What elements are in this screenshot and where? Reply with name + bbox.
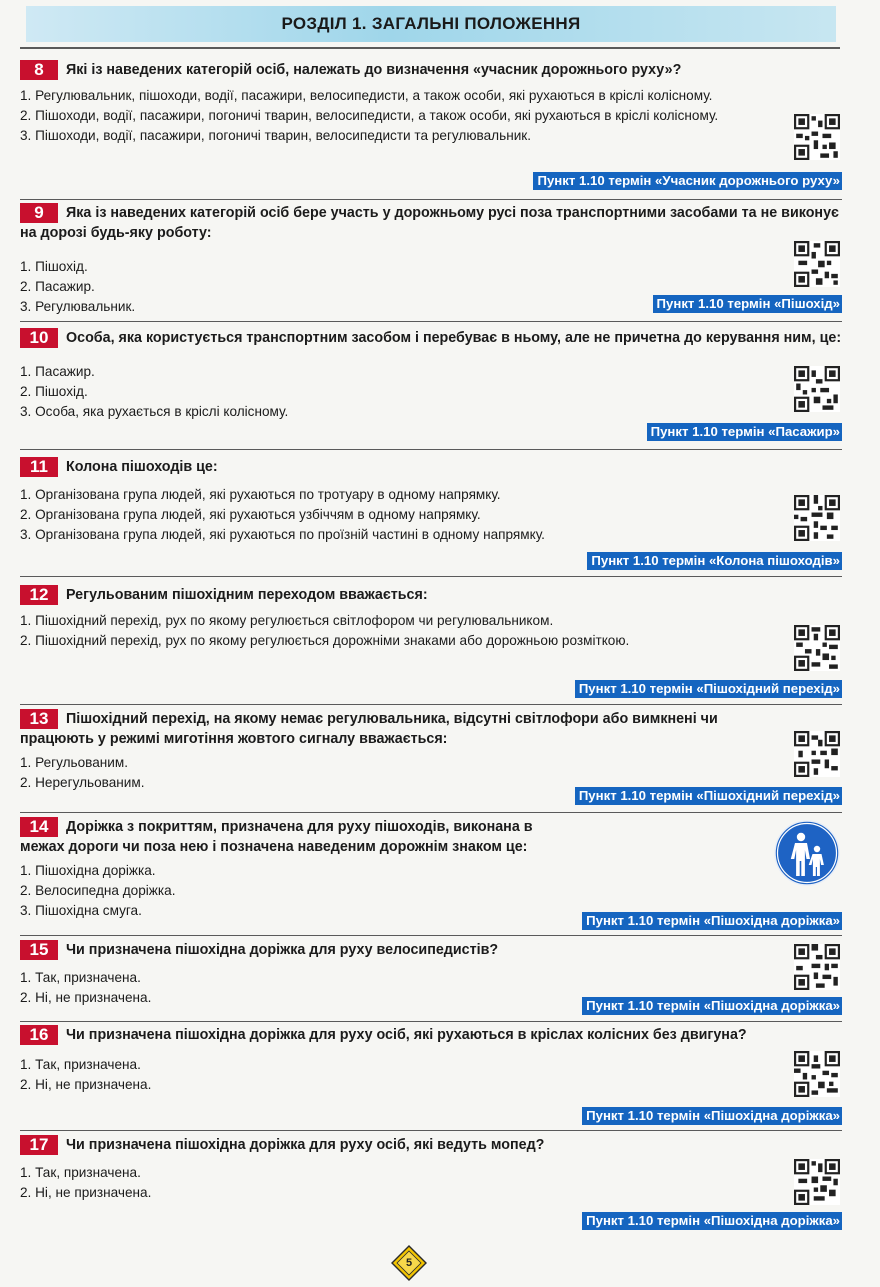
answer-option[interactable]: 3. Організована група людей, які рухаються по проїзній частині в одному напрямку. (20, 527, 545, 542)
question-heading (20, 817, 580, 857)
qr-code-icon[interactable] (794, 114, 840, 160)
question-text: Яка із наведених категорій осіб бере участь у дорожньому русі поза транспортними засобами та не виконує на дорозі будь-яку роботу: (20, 205, 839, 241)
question-divider (20, 576, 842, 578)
question-heading (20, 60, 842, 80)
answer-list (20, 362, 842, 422)
question-heading (20, 585, 842, 605)
rule-reference-label: Пункт 1.10 термін «Учасник дорожнього руху» (533, 172, 842, 190)
rule-reference-label: Пункт 1.10 термін «Пішохідна доріжка» (582, 912, 842, 930)
header-divider (20, 47, 840, 49)
question-divider (20, 1130, 842, 1132)
question-divider (20, 1021, 842, 1023)
question-text: Пішохідний перехід, на якому немає регулювальника, відсутні світлофори або вимкнені чи працюють у режимі миготіння жовтого сигналу вважається: (20, 711, 718, 747)
section-title: РОЗДІЛ 1. ЗАГАЛЬНІ ПОЛОЖЕННЯ (281, 14, 581, 33)
answer-option[interactable]: 3. Пішоходи, водії, пасажири, погоничі тварин, велосипедисти та регулювальник. (20, 128, 532, 143)
answer-option[interactable]: 3. Особа, яка рухається в кріслі колісному. (20, 404, 289, 419)
answer-list (20, 86, 780, 146)
question-number-badge: 9 (20, 203, 58, 223)
question-block-10 (20, 328, 842, 444)
question-block-12 (20, 585, 842, 699)
answer-option[interactable]: 2. Організована група людей, які рухаються узбіччям в одному напрямку. (20, 507, 481, 522)
rule-reference-label: Пункт 1.10 термін «Пішохідна доріжка» (582, 1107, 842, 1125)
question-text: Колона пішоходів це: (66, 459, 218, 475)
question-block-8 (20, 60, 842, 194)
question-heading (20, 940, 842, 960)
question-heading (20, 328, 842, 348)
answer-option[interactable]: 1. Пішохід. (20, 259, 88, 274)
answer-list (20, 1163, 842, 1203)
question-text: Чи призначена пішохідна доріжка для руху осіб, які ведуть мопед? (66, 1137, 545, 1153)
qr-code-icon[interactable] (794, 1051, 840, 1097)
question-heading (20, 709, 780, 749)
question-block-16 (20, 1025, 842, 1125)
answer-option[interactable]: 2. Пасажир. (20, 279, 95, 294)
question-heading (20, 457, 842, 477)
rule-reference-label: Пункт 1.10 термін «Пасажир» (647, 423, 842, 441)
question-number-badge: 16 (20, 1025, 58, 1045)
question-divider (20, 812, 842, 814)
answer-option[interactable]: 3. Регулювальник. (20, 299, 136, 314)
page-number: 5 (405, 1257, 413, 1269)
answer-option[interactable]: 3. Пішохідна смуга. (20, 903, 142, 918)
question-divider (20, 199, 842, 201)
answer-option[interactable]: 1. Регулювальник, пішоходи, водії, пасажири, велосипедисти, а також особи, які рухаються в кріслі колісному. (20, 88, 713, 103)
question-number-badge: 10 (20, 328, 58, 348)
answer-option[interactable]: 1. Пішохідна доріжка. (20, 863, 156, 878)
qr-code-icon[interactable] (794, 495, 840, 541)
question-text: Особа, яка користується транспортним засобом і перебуває в ньому, але не причетна до керування ним, це: (66, 330, 842, 346)
question-text: Доріжка з покриттям, призначена для руху пішоходів, виконана в межах дороги чи поза нею і позначена наведеним дорожнім знаком це: (20, 819, 533, 855)
question-heading (20, 1135, 842, 1155)
question-text: Які із наведених категорій осіб, належать до визначення «учасник дорожнього руху»? (66, 62, 682, 78)
answer-list (20, 485, 842, 545)
question-number-badge: 15 (20, 940, 58, 960)
question-number-badge: 12 (20, 585, 58, 605)
question-text: Чи призначена пішохідна доріжка для руху велосипедистів? (66, 942, 499, 958)
question-divider (20, 321, 842, 323)
question-heading (20, 1025, 842, 1045)
answer-option[interactable]: 1. Так, призначена. (20, 1165, 141, 1180)
answer-option[interactable]: 1. Так, призначена. (20, 970, 141, 985)
answer-list (20, 611, 842, 651)
question-number-badge: 13 (20, 709, 58, 729)
qr-code-icon[interactable] (794, 731, 840, 777)
qr-code-icon[interactable] (794, 241, 840, 287)
answer-option[interactable]: 2. Пішохідний перехід, рух по якому регулюється дорожніми знаками або дорожньою розміткою. (20, 633, 630, 648)
question-text: Чи призначена пішохідна доріжка для руху осіб, які рухаються в кріслах колісних без двигуна? (66, 1027, 747, 1043)
question-number-badge: 8 (20, 60, 58, 80)
answer-option[interactable]: 1. Пасажир. (20, 364, 95, 379)
question-heading (20, 203, 842, 243)
question-block-9 (20, 203, 842, 316)
question-divider (20, 449, 842, 451)
qr-code-icon[interactable] (794, 625, 840, 671)
answer-option[interactable]: 1. Так, призначена. (20, 1057, 141, 1072)
answer-option[interactable]: 2. Ні, не призначена. (20, 1077, 152, 1092)
rule-reference-label: Пункт 1.10 термін «Пішохідний перехід» (575, 680, 842, 698)
answer-option[interactable]: 1. Пішохідний перехід, рух по якому регулюється світлофором чи регулювальником. (20, 613, 554, 628)
qr-code-icon[interactable] (794, 1159, 840, 1205)
question-text: Регульованим пішохідним переходом вважається: (66, 587, 428, 603)
question-number-badge: 11 (20, 457, 58, 477)
qr-code-icon[interactable] (794, 944, 840, 990)
rule-reference-label: Пункт 1.10 термін «Колона пішоходів» (587, 552, 842, 570)
answer-option[interactable]: 1. Регульованим. (20, 755, 129, 770)
question-block-13 (20, 709, 842, 807)
answer-option[interactable]: 2. Ні, не призначена. (20, 1185, 152, 1200)
question-number-badge: 14 (20, 817, 58, 837)
rule-reference-label: Пункт 1.10 термін «Пішохідний перехід» (575, 787, 842, 805)
answer-list (20, 1055, 842, 1095)
rule-reference-label: Пункт 1.10 термін «Пішохідна доріжка» (582, 1212, 842, 1230)
section-header (26, 6, 836, 42)
answer-option[interactable]: 2. Пішоходи, водії, пасажири, погоничі тварин, велосипедисти, а також особи, які рухаються в кріслі колісному. (20, 108, 719, 123)
question-divider (20, 935, 842, 937)
rule-reference-label: Пункт 1.10 термін «Пішохідна доріжка» (582, 997, 842, 1015)
answer-option[interactable]: 2. Пішохід. (20, 384, 88, 399)
answer-option[interactable]: 2. Велосипедна доріжка. (20, 883, 176, 898)
question-block-14 (20, 817, 842, 930)
question-number-badge: 17 (20, 1135, 58, 1155)
qr-code-icon[interactable] (794, 366, 840, 412)
question-divider (20, 704, 842, 706)
answer-option[interactable]: 2. Нерегульованим. (20, 775, 145, 790)
question-block-17 (20, 1135, 842, 1230)
page-number-badge (390, 1244, 428, 1282)
pedestrian-path-sign-icon (774, 820, 840, 886)
question-block-15 (20, 940, 842, 1016)
rule-reference-label: Пункт 1.10 термін «Пішохід» (653, 295, 842, 313)
answer-option[interactable]: 2. Ні, не призначена. (20, 990, 152, 1005)
answer-option[interactable]: 1. Організована група людей, які рухаються по тротуару в одному напрямку. (20, 487, 501, 502)
question-block-11 (20, 457, 842, 571)
